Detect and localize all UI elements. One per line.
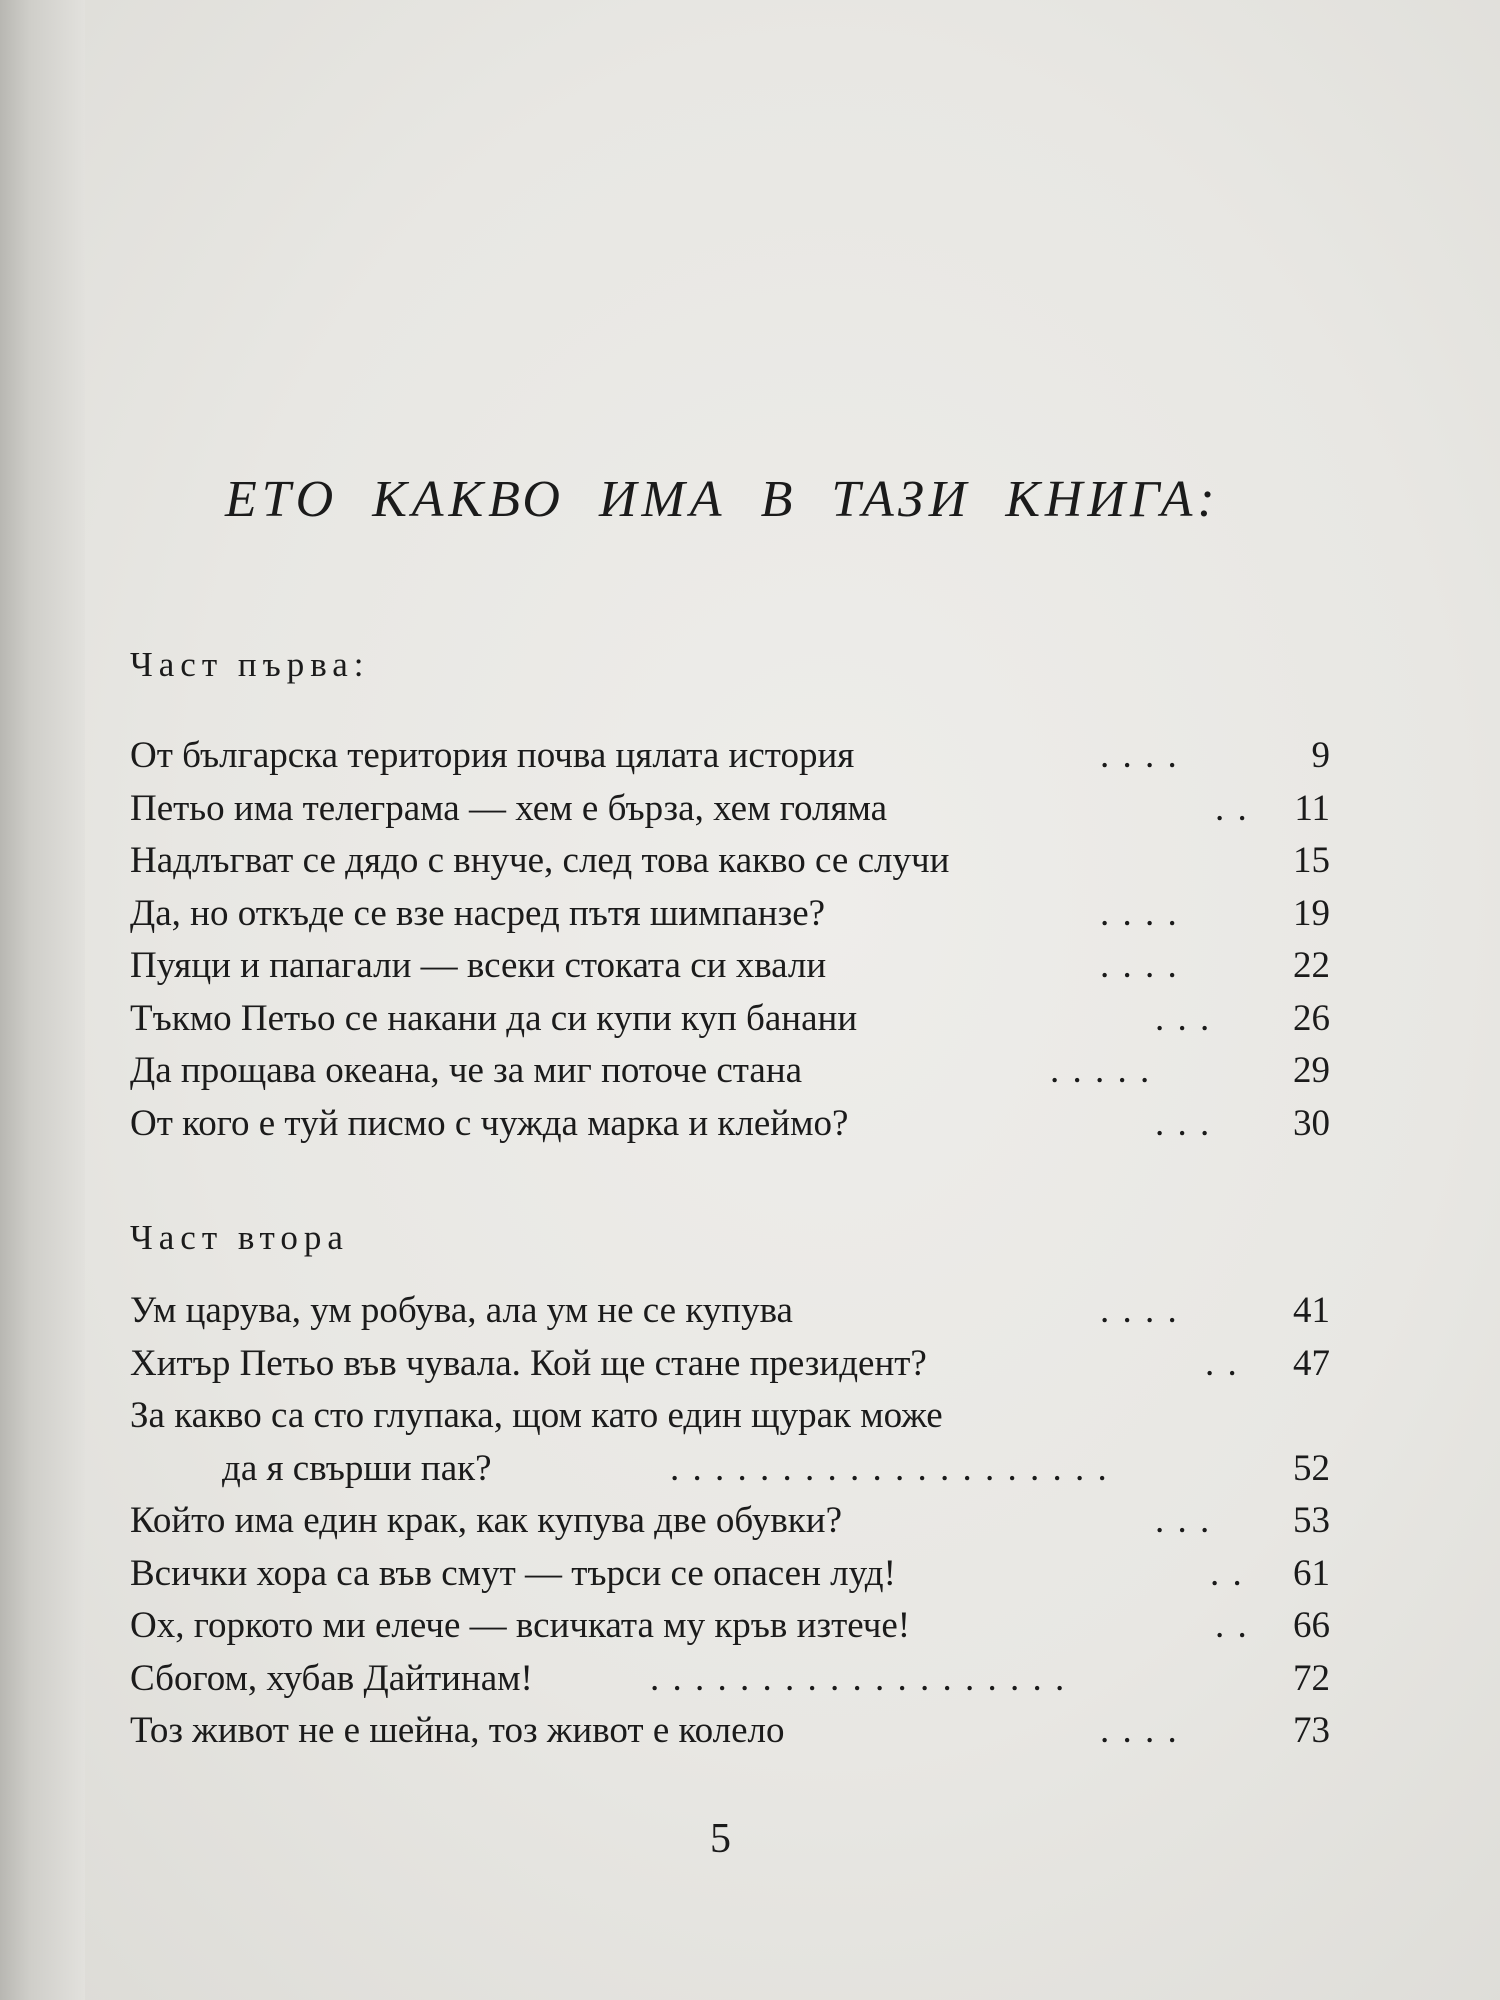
toc-row bbox=[130, 835, 1330, 888]
toc-page-number: 30 bbox=[1293, 1102, 1330, 1144]
toc-row bbox=[130, 1443, 1330, 1496]
toc-page-number: 47 bbox=[1293, 1342, 1330, 1384]
toc-row bbox=[130, 783, 1330, 836]
toc-page-number: 61 bbox=[1293, 1552, 1330, 1594]
toc-entry-text: Пуяци и папагали — всеки стоката си хвали bbox=[130, 945, 827, 986]
toc-row bbox=[130, 1098, 1330, 1151]
toc-row bbox=[130, 1653, 1330, 1706]
toc-leader-dots: . . bbox=[1215, 1605, 1249, 1646]
toc-part-one bbox=[130, 730, 1330, 1150]
toc-page-number: 11 bbox=[1294, 787, 1330, 829]
toc-page-number: 29 bbox=[1293, 1050, 1330, 1091]
toc-leader-dots: . . . bbox=[1155, 1102, 1212, 1144]
toc-row bbox=[130, 888, 1330, 941]
toc-leader-dots: . . . . bbox=[1100, 892, 1179, 934]
spine-shadow bbox=[0, 0, 85, 2000]
toc-entry-text: За какво са сто глупака, щом като един щурак може bbox=[130, 1395, 943, 1436]
toc-entry-text: Тъкмо Петьо се накани да си купи куп банани bbox=[130, 997, 858, 1039]
toc-entry-text: Ох, горкото ми елече — всичката му кръв изтече! bbox=[130, 1605, 911, 1646]
toc-leader-dots: . . . . bbox=[1100, 1290, 1179, 1331]
toc-row bbox=[130, 1045, 1330, 1098]
toc-page-number: 26 bbox=[1293, 997, 1330, 1039]
toc-leader-dots: . . bbox=[1210, 1552, 1244, 1594]
toc-leader-dots: . . . . bbox=[1100, 1710, 1179, 1751]
toc-page-number: 9 bbox=[1311, 735, 1330, 776]
toc-row bbox=[130, 1495, 1330, 1548]
toc-leader-dots: . . bbox=[1215, 787, 1249, 829]
toc-leader-dots: . . . . . . . . . . . . . . . . . . . . bbox=[670, 1447, 1109, 1489]
toc-page-number: 72 bbox=[1293, 1657, 1330, 1699]
toc-row bbox=[130, 1548, 1330, 1601]
toc-leader-dots: . . . . bbox=[1100, 735, 1179, 776]
toc-page-number: 53 bbox=[1293, 1500, 1330, 1541]
toc-entry-text: От българска територия почва цялата история bbox=[130, 735, 855, 776]
toc-page-number: 22 bbox=[1293, 945, 1330, 986]
toc-entry-text: Петьо има телеграма — хем е бърза, хем голяма bbox=[130, 787, 888, 829]
toc-row bbox=[130, 730, 1330, 783]
toc-entry-text: да я свърши пак? bbox=[222, 1447, 492, 1489]
toc-leader-dots: . . . bbox=[1155, 1500, 1212, 1541]
toc-leader-dots: . . . bbox=[1155, 997, 1212, 1039]
toc-page-number: 19 bbox=[1293, 892, 1330, 934]
toc-entry-text: Тоз живот не е шейна, тоз живот е колело bbox=[130, 1710, 785, 1751]
toc-entry-text: Хитър Петьо във чувала. Кой ще стане президент? bbox=[130, 1342, 927, 1384]
page-number: 5 bbox=[710, 1816, 731, 1862]
toc-page-number: 41 bbox=[1293, 1290, 1330, 1331]
toc-page-number: 66 bbox=[1293, 1605, 1330, 1646]
toc-leader-dots: . . . . bbox=[1100, 945, 1179, 986]
toc-entry-text: Всички хора са във смут — търси се опасен луд! bbox=[130, 1552, 896, 1594]
toc-entry-text: От кого е туй писмо с чужда марка и клеймо? bbox=[130, 1102, 849, 1144]
toc-page-number: 73 bbox=[1293, 1710, 1330, 1751]
part-one-heading: Част първа: bbox=[130, 645, 370, 684]
toc-row bbox=[130, 1600, 1330, 1653]
toc-row bbox=[130, 1390, 1330, 1443]
toc-page-number: 15 bbox=[1293, 840, 1330, 881]
toc-row bbox=[130, 1705, 1330, 1758]
page-title: ЕТО КАКВО ИМА В ТАЗИ КНИГА: bbox=[225, 471, 1220, 528]
toc-row bbox=[130, 1285, 1330, 1338]
toc-leader-dots: . . bbox=[1205, 1342, 1239, 1384]
toc-row bbox=[130, 940, 1330, 993]
toc-leader-dots: . . . . . bbox=[1050, 1050, 1152, 1091]
toc-leader-dots: . . . . . . . . . . . . . . . . . . . bbox=[650, 1657, 1067, 1699]
toc-row bbox=[130, 1338, 1330, 1391]
toc-part-two bbox=[130, 1285, 1330, 1758]
toc-entry-text: Да прощава океана, че за миг поточе стана bbox=[130, 1050, 803, 1091]
toc-page-number: 52 bbox=[1293, 1447, 1330, 1489]
toc-entry-text: Да, но откъде се взе насред пътя шимпанзе? bbox=[130, 892, 826, 934]
toc-entry-text: Надлъгват се дядо с внуче, след това какво се случи bbox=[130, 840, 950, 881]
part-two-heading: Част втора bbox=[130, 1218, 349, 1257]
toc-row bbox=[130, 993, 1330, 1046]
toc-entry-text: Ум царува, ум робува, ала ум не се купува bbox=[130, 1290, 793, 1331]
toc-entry-text: Сбогом, хубав Дайтинам! bbox=[130, 1657, 533, 1699]
toc-entry-text: Който има един крак, как купува две обувки? bbox=[130, 1500, 842, 1541]
